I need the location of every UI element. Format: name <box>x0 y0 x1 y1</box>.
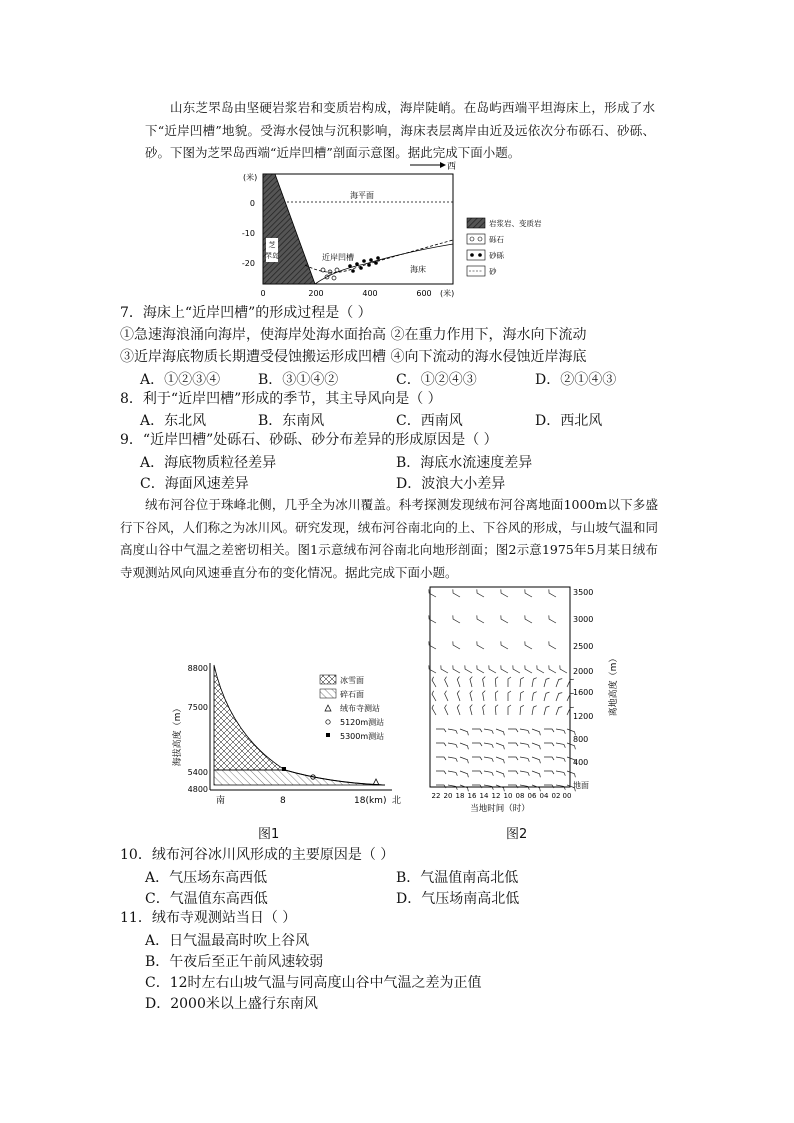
wind-barb <box>535 665 545 673</box>
legend-sandgravel: 砂砾 <box>489 251 504 260</box>
wind-barb <box>447 743 457 748</box>
wind-barb <box>495 677 499 687</box>
wind-barb <box>439 665 449 673</box>
wind-barb <box>495 771 505 777</box>
wind-barb <box>523 641 533 649</box>
y-tick-8800: 8800 <box>187 664 208 673</box>
wind-barb <box>472 757 482 760</box>
wind-barb <box>531 785 541 791</box>
y-unit: (米) <box>243 173 258 182</box>
wind-barb <box>519 771 529 776</box>
x-tick-2: 400 <box>362 289 378 298</box>
x-tick-10: 10 <box>503 792 513 800</box>
q10-option-b[interactable]: B．气温值南高北低 <box>396 870 519 886</box>
x-axis-label: 当地时间（时） <box>470 804 530 814</box>
x-unit: (米) <box>440 289 455 298</box>
wind-profile-figure <box>420 585 630 820</box>
wind-barb <box>508 677 511 687</box>
q7-option-a[interactable]: A．①②③④ <box>140 372 221 388</box>
coast-profile-figure <box>235 160 565 305</box>
q11-option-b[interactable]: B．午夜后至正午前风速较弱 <box>145 954 324 970</box>
wind-barb <box>523 665 533 673</box>
legend-5120-station: 5120m测站 <box>340 718 385 727</box>
q9-option-c[interactable]: C．海面风速差异 <box>140 476 249 492</box>
wind-barb <box>451 615 461 623</box>
wind-barb <box>459 757 469 763</box>
wind-barb <box>427 589 437 597</box>
y-tick-3500: 3500 <box>573 588 594 597</box>
x-tick-20: 20 <box>443 792 453 800</box>
wind-barb <box>431 705 439 715</box>
wind-barb <box>436 757 446 760</box>
y-tick-3000: 3000 <box>573 615 594 624</box>
wind-barb <box>520 691 524 701</box>
wind-barb <box>444 705 451 715</box>
legend-sand: 砂 <box>489 267 497 276</box>
legend-gravel: 砾石 <box>489 235 504 244</box>
svg-text:罘岛: 罘岛 <box>265 252 279 260</box>
y-tick-1: -10 <box>241 229 255 238</box>
wind-barb <box>508 771 518 774</box>
x-tick-00: 00 <box>562 792 572 800</box>
wind-barb <box>431 677 439 687</box>
wind-barb <box>457 691 463 701</box>
q10-option-d[interactable]: D．气压场南高北低 <box>396 891 520 907</box>
wind-barb <box>451 665 461 673</box>
y-tick-400: 400 <box>573 758 589 767</box>
wind-barb <box>556 678 562 688</box>
wind-barb <box>566 771 576 777</box>
y-tick-4800: 4800 <box>187 785 208 794</box>
y-tick-1600: 1600 <box>573 688 594 697</box>
wind-barb <box>436 743 446 746</box>
wind-barb <box>475 665 485 673</box>
wind-barb <box>519 729 529 734</box>
wind-barb <box>483 757 493 762</box>
wind-barb <box>520 705 524 715</box>
figure-1-caption: 图1 <box>258 827 280 842</box>
wind-barb <box>519 757 529 762</box>
q7-option-c[interactable]: C．①②④③ <box>396 372 477 388</box>
wind-barb <box>519 743 529 748</box>
wind-barb <box>508 729 518 732</box>
x-tick-04: 04 <box>539 792 549 800</box>
valley-profile-figure <box>170 655 410 815</box>
wind-barb <box>459 785 469 791</box>
q10-stem: 10．绒布河谷冰川风形成的主要原因是（ ） <box>120 847 395 863</box>
q8-option-b[interactable]: B．东南风 <box>258 413 325 429</box>
wind-barb <box>469 705 474 715</box>
wind-barb <box>495 785 505 791</box>
y-tick-1200: 1200 <box>573 712 594 721</box>
q10-option-a[interactable]: A．气压场东高西低 <box>145 870 268 886</box>
wind-barb <box>508 743 518 746</box>
wind-barb <box>459 743 469 749</box>
y-tick-2500: 2500 <box>573 642 594 651</box>
wind-barb <box>472 743 482 746</box>
q7-line2: ③近岸海底物质长期遭受侵蚀搬运形成凹槽 ④向下流动的海水侵蚀近岸海底 <box>120 349 587 365</box>
y-tick-2: -20 <box>241 259 255 268</box>
y-axis-label: 离地高度（m） <box>609 653 619 717</box>
wind-barb <box>495 729 505 735</box>
wind-barb <box>531 757 541 763</box>
island-label: 芝 <box>268 241 276 249</box>
q11-option-d[interactable]: D．2000米以上盛行东南风 <box>145 996 318 1012</box>
passage-2: 绒布河谷位于珠峰北侧，几乎全为冰川覆盖。科考探测发现绒布河谷离地面1000m以下多盛行下谷风，人们称之为冰川风。研究发现，绒布河谷南北向的上、下谷风的形成，与山坡气温和同高度山谷中气温之差密切相关。图1示意绒布河谷南北向地形剖面；图2示意1975年5月某日绒布寺观测站风向风速垂直分布的变化情况。据此完成下面小题。 <box>120 497 658 580</box>
wind-barb <box>532 691 537 701</box>
passage-1: 山东芝罘岛由坚硬岩浆岩和变质岩构成，海岸陡峭。在岛屿西端平坦海床上，形成了水下“近岸凹槽”地貌。受海水侵蚀与沉积影响，海床表层离岸由近及远依次分布砾石、砂砾、砂。下图为芝罘岛西端“近岸凹槽”剖面示意图。据此完成下面小题。 <box>145 100 655 160</box>
figure-2-caption: 图2 <box>506 827 528 842</box>
wind-barb <box>556 692 562 702</box>
wind-barb <box>451 589 461 597</box>
y-tick-5400: 5400 <box>187 768 208 777</box>
wind-barb <box>495 757 505 763</box>
wind-barb <box>451 641 461 649</box>
wind-barb <box>447 757 457 762</box>
x-tick-8: 8 <box>280 796 286 806</box>
wind-barb <box>544 743 554 746</box>
wind-barb <box>469 677 474 687</box>
wind-barb <box>532 705 537 715</box>
wind-barb <box>555 743 565 748</box>
wind-barb <box>483 771 493 776</box>
seabed-label: 海床 <box>410 265 426 274</box>
wind-barb <box>495 743 505 749</box>
x-tick-12: 12 <box>491 792 501 800</box>
wind-barb <box>483 729 493 734</box>
x-tick-18: 18(km) <box>354 796 387 806</box>
wind-barb <box>544 677 549 687</box>
wind-barb <box>431 691 439 701</box>
wind-barb <box>427 665 437 673</box>
wind-barb <box>457 677 463 687</box>
q8-option-d[interactable]: D．西北风 <box>535 413 603 429</box>
q8-option-a[interactable]: A．东北风 <box>140 413 207 429</box>
q7-option-d[interactable]: D．②①④③ <box>535 372 617 388</box>
q8-option-c[interactable]: C．西南风 <box>396 413 463 429</box>
q9-option-d[interactable]: D．波浪大小差异 <box>396 476 506 492</box>
wind-barb <box>472 771 482 774</box>
wind-barb <box>499 615 509 623</box>
wind-barb <box>447 729 457 734</box>
wind-barb <box>511 665 521 673</box>
legend-debris: 碎石面 <box>340 690 364 699</box>
x-tick-22: 22 <box>431 792 441 800</box>
wind-barb <box>459 729 469 735</box>
wind-barb <box>444 677 451 687</box>
wind-barb <box>457 705 463 715</box>
x-tick-18: 18 <box>455 792 465 800</box>
x-tick-0: 0 <box>260 289 266 298</box>
legend-rock: 岩浆岩、变质岩 <box>489 219 542 228</box>
wind-barb <box>459 771 469 777</box>
wind-barb <box>482 677 487 687</box>
y-axis-label: 海拔高度（m） <box>173 703 183 767</box>
groove-label: 近岸凹槽 <box>322 253 354 262</box>
q9-option-a[interactable]: A．海底物质粒径差异 <box>140 455 277 471</box>
wind-barb <box>472 729 482 732</box>
wind-barb <box>475 641 485 649</box>
legend-snow: 冰雪面 <box>340 676 364 685</box>
wind-barb <box>544 771 554 774</box>
x-tick-16: 16 <box>467 792 477 800</box>
wind-barb <box>475 615 485 623</box>
wind-barb <box>508 757 518 760</box>
wind-barb <box>499 665 509 673</box>
legend-5300-station: 5300m测站 <box>340 732 385 741</box>
q9-stem: 9．“近岸凹槽”处砾石、砂砾、砂分布差异的形成原因是（ ） <box>120 432 498 448</box>
q7-option-b[interactable]: B．③①④② <box>258 372 339 388</box>
wind-barb <box>547 641 557 649</box>
wind-barb <box>558 665 568 673</box>
wind-barbs <box>427 589 576 791</box>
wind-barb <box>544 729 554 732</box>
wind-barb <box>547 589 557 597</box>
wind-barb <box>483 743 493 748</box>
wind-barb <box>495 705 499 715</box>
wind-barb <box>499 641 509 649</box>
q9-option-b[interactable]: B．海底水流速度差异 <box>396 455 533 471</box>
wind-barb <box>499 589 509 597</box>
wind-barb <box>523 589 533 597</box>
wind-barb <box>531 729 541 735</box>
y-tick-7500: 7500 <box>187 703 208 712</box>
x-tick-08: 08 <box>515 792 525 800</box>
x-tick-3: 600 <box>416 289 432 298</box>
wind-barb <box>523 615 533 623</box>
wind-barb <box>427 641 437 649</box>
x-tick-14: 14 <box>479 792 489 800</box>
y-tick-800: 800 <box>573 735 589 744</box>
wind-barb <box>544 757 554 760</box>
wind-barb <box>469 691 474 701</box>
x-tick-1: 200 <box>308 289 324 298</box>
wind-barb <box>475 589 485 597</box>
wind-barb <box>427 615 437 623</box>
legend-rongbuk-station: 绒布寺测站 <box>340 704 380 713</box>
wind-barb <box>447 771 457 776</box>
y-tick-0: 0 <box>249 199 255 208</box>
sea-level-label: 海平面 <box>350 191 374 200</box>
q11-option-c[interactable]: C．12时左右山坡气温与同高度山谷中气温之差为正值 <box>145 975 482 991</box>
direction-label: 西 <box>447 162 457 172</box>
wind-barb <box>487 665 497 673</box>
wind-barb <box>436 771 446 774</box>
wind-barb <box>508 691 511 701</box>
wind-barb <box>555 757 565 762</box>
wind-barb <box>531 743 541 749</box>
wind-barb <box>544 705 549 715</box>
wind-barb <box>444 691 451 701</box>
wind-barb <box>436 729 446 732</box>
wind-barb <box>547 665 557 673</box>
wind-barb <box>531 771 541 777</box>
wind-barb <box>482 705 487 715</box>
wind-barb <box>463 665 473 673</box>
x-tick-02: 02 <box>551 792 561 800</box>
x-tick-north: 北 <box>392 796 402 806</box>
q11-option-a[interactable]: A．日气温最高时吹上谷风 <box>145 933 310 949</box>
wind-barb <box>556 706 562 716</box>
q7-line1: ①急速海浪涌向海岸，使海岸处海水面抬高 ②在重力作用下，海水向下流动 <box>120 327 587 343</box>
q8-stem: 8．利于“近岸凹槽”形成的季节，其主导风向是（ ） <box>120 391 442 407</box>
wind-barb <box>544 691 549 701</box>
q11-stem: 11．绒布寺观测站当日（ ） <box>120 910 297 926</box>
q7-stem: 7．海床上“近岸凹槽”的形成过程是（ ） <box>120 305 372 321</box>
wind-barb <box>495 691 499 701</box>
wind-barb <box>555 729 565 734</box>
wind-barb <box>508 705 511 715</box>
wind-barb <box>482 691 487 701</box>
y-tick-ground: 地面 <box>573 781 589 790</box>
wind-barb <box>547 615 557 623</box>
wind-barb <box>520 677 524 687</box>
wind-barb <box>532 677 537 687</box>
y-tick-2000: 2000 <box>573 667 594 676</box>
wind-barb <box>555 771 565 776</box>
x-tick-06: 06 <box>527 792 537 800</box>
x-tick-south: 南 <box>216 796 226 806</box>
q10-option-c[interactable]: C．气温值东高西低 <box>145 891 268 907</box>
